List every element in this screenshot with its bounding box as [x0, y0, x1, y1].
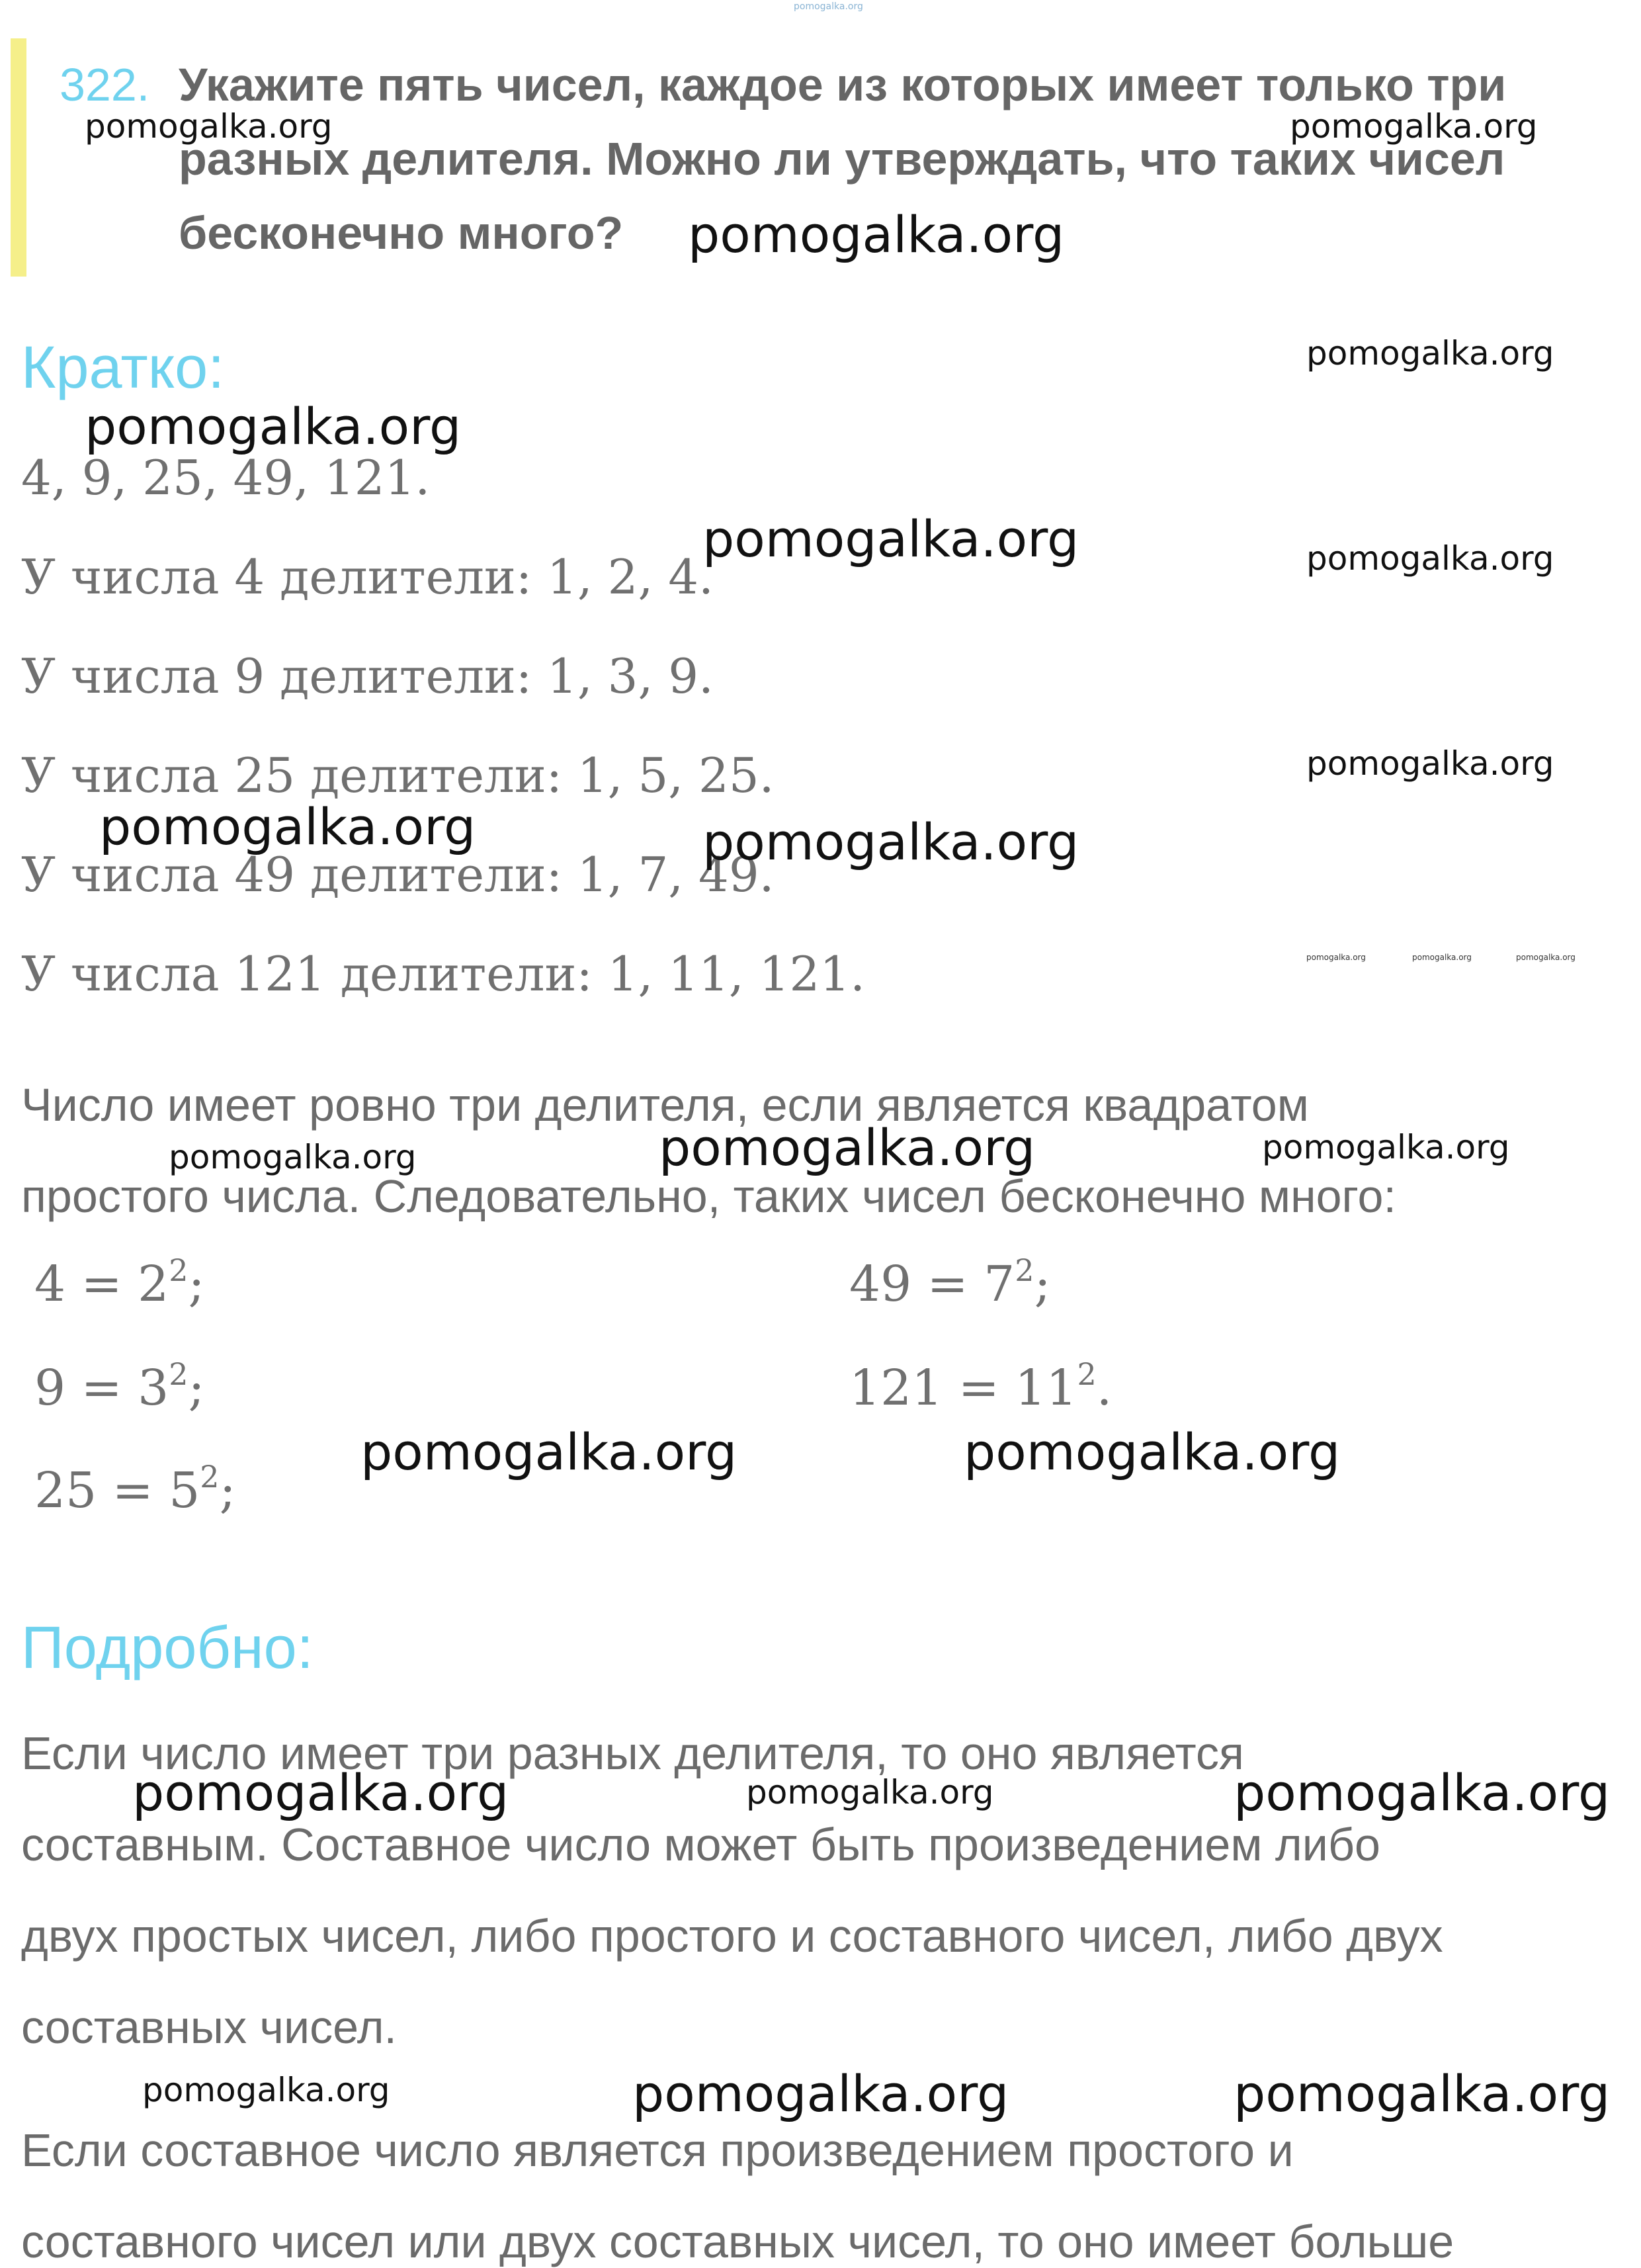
equation-base: 25 = 5: [34, 1462, 200, 1519]
watermark: pomogalka.org: [1234, 2064, 1611, 2123]
equation-exponent: 2: [169, 1252, 189, 1288]
divisor-line-25: У числа 25 делители: 1, 5, 25.: [21, 748, 775, 803]
equation-4: [34, 1252, 205, 1313]
equation-base: 9 = 3: [34, 1360, 169, 1417]
watermark: pomogalka.org: [702, 509, 1079, 568]
conclusion-line-2: простого числа. Следовательно, таких чисел бесконечно много:: [21, 1170, 1396, 1222]
watermark: pomogalka.org: [794, 1, 863, 12]
watermark: pomogalka.org: [1516, 953, 1576, 962]
watermark: pomogalka.org: [1412, 953, 1472, 962]
watermark: pomogalka.org: [85, 397, 462, 456]
equation-base: 4 = 2: [34, 1256, 169, 1313]
watermark: pomogalka.org: [1234, 1763, 1611, 1822]
equation-exponent: 2: [169, 1356, 189, 1392]
divisor-line-4: У числа 4 делители: 1, 2, 4.: [21, 549, 714, 605]
task-highlight-bar: [11, 38, 26, 277]
numbers-line: 4, 9, 25, 49, 121.: [21, 450, 431, 505]
task-number: 322.: [60, 59, 150, 110]
equation-exponent: 2: [1015, 1252, 1034, 1288]
watermark: pomogalka.org: [1306, 334, 1554, 372]
equation-end: ;: [188, 1360, 205, 1417]
equation-base: 121 = 11: [849, 1360, 1077, 1417]
equation-end: .: [1096, 1360, 1113, 1417]
detailed-line-3: двух простых чисел, либо простого и составного чисел, либо двух: [21, 1910, 1443, 1962]
detailed-line-1: Если число имеет три разных делителя, то оно является: [21, 1727, 1244, 1779]
task-text-line-2: разных делителя. Можно ли утверждать, что таких чисел: [179, 133, 1505, 185]
divisor-line-9: У числа 9 делители: 1, 3, 9.: [21, 648, 714, 704]
equation-end: ;: [1034, 1256, 1051, 1313]
equation-exponent: 2: [200, 1459, 220, 1495]
watermark: pomogalka.org: [964, 1422, 1341, 1481]
watermark: pomogalka.org: [169, 1138, 417, 1176]
equation-25: [34, 1459, 236, 1519]
task-text-line-3: бесконечно много?: [179, 207, 624, 259]
watermark: pomogalka.org: [99, 797, 476, 856]
detailed-line-4: составных чисел.: [21, 2001, 397, 2053]
watermark: pomogalka.org: [1290, 107, 1538, 146]
equation-49: [849, 1252, 1051, 1313]
watermark: pomogalka.org: [688, 205, 1065, 264]
watermark: pomogalka.org: [1306, 953, 1366, 962]
task-text-line-1: Укажите пять чисел, каждое из которых имеет только три: [179, 59, 1507, 110]
equation-end: ;: [188, 1256, 205, 1313]
equation-exponent: 2: [1077, 1356, 1097, 1392]
watermark: pomogalka.org: [1306, 539, 1554, 578]
watermark: pomogalka.org: [360, 1422, 737, 1481]
watermark: pomogalka.org: [632, 2064, 1009, 2123]
equation-9: [34, 1356, 205, 1417]
watermark: pomogalka.org: [659, 1118, 1036, 1177]
watermark: pomogalka.org: [1262, 1128, 1510, 1166]
watermark: pomogalka.org: [702, 812, 1079, 871]
watermark: pomogalka.org: [1306, 744, 1554, 783]
equation-end: ;: [219, 1462, 236, 1519]
watermark: pomogalka.org: [85, 107, 333, 146]
watermark: pomogalka.org: [142, 2071, 390, 2109]
detailed-line-2: составным. Составное число может быть произведением либо: [21, 1819, 1380, 1870]
conclusion-line-1: Число имеет ровно три делителя, если является квадратом: [21, 1079, 1309, 1131]
detailed-line-6: составного чисел или двух составных чисел, то оно имеет больше: [21, 2216, 1454, 2267]
detailed-line-5: Если составное число является произведением простого и: [21, 2124, 1294, 2176]
brief-heading: Кратко:: [21, 335, 225, 401]
equation-121: [849, 1356, 1113, 1417]
detailed-heading: Подробно:: [21, 1615, 314, 1681]
divisor-line-121: У числа 121 делители: 1, 11, 121.: [21, 946, 865, 1002]
equation-base: 49 = 7: [849, 1256, 1015, 1313]
watermark: pomogalka.org: [132, 1763, 509, 1822]
watermark: pomogalka.org: [746, 1773, 994, 1811]
divisor-line-49: У числа 49 делители: 1, 7, 49.: [21, 847, 775, 902]
